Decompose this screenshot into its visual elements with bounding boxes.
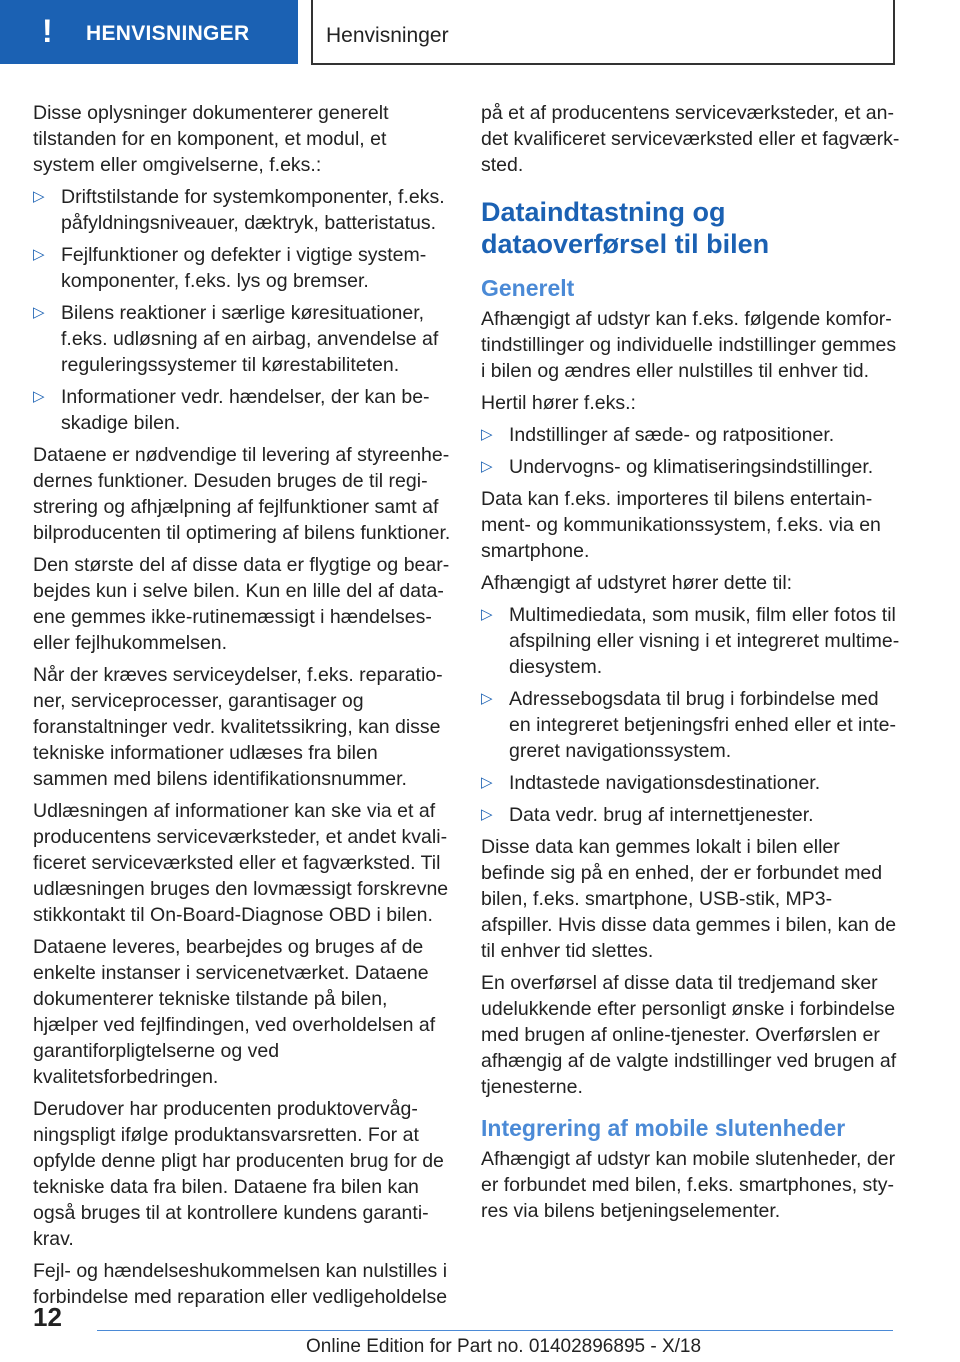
paragraph: Afhængigt af udstyr kan mobile slutenheder, der er forbundet med bilen, f.eks. smartphones, styres via bilens betjeningselementer.: [481, 1148, 896, 1222]
paragraph: Disse data kan gemmes lokalt i bilen eller befinde sig på en enhed, der er forbundet med bilen, f.eks. smartphone, USB-stik, MP3-afspiller. Hvis disse data gemmes i bilen, kan de til enhver tid slettes.: [481, 836, 897, 962]
header-divider-left: [311, 0, 313, 64]
paragraph: Fejl- og hændelseshukommelsen kan nulstilles i forbindelse med reparation eller vedligeholdelse: [33, 1260, 448, 1308]
subsection-heading-generelt: Generelt: [481, 275, 575, 301]
bullet-list: [481, 422, 901, 480]
list-item-text: Bilens reaktioner i særlige køresituationer, f.eks. udløsning af en airbag, anvendelse af reguleringssystemer til kørestabiliteten.: [61, 302, 439, 376]
bullet-list: [481, 602, 901, 828]
list-item-text: Driftstilstande for systemkomponenter, f.eks. påfyldningsniveauer, dæktryk, batteristatus.: [61, 186, 445, 234]
list-item: [33, 242, 451, 294]
paragraph: Disse oplysninger dokumenterer generelt tilstanden for en komponent, et modul, et system eller omgivelserne, f.eks.:: [33, 102, 389, 176]
paragraph: Afhængigt af udstyret hører dette til:: [481, 572, 793, 594]
header-underline: [311, 63, 895, 65]
list-item-text: Informationer vedr. hændelser, der kan beskadige bilen.: [61, 386, 430, 434]
subsection-heading-mobile: Integrering af mobile slutenheder: [481, 1115, 846, 1141]
paragraph: Dataene leveres, bearbejdes og bruges af de enkelte instanser i servicenetværket. Dataene dokumenterer tekniske tilstande på bilen, hjælper ved fejlfindingen, ved overholdelsen af garantiforpligtelserne og ved kvalitetsforbedringen.: [33, 936, 436, 1088]
triangle-bullet-icon: ▷: [481, 806, 493, 823]
paragraph: Dataene er nødvendige til levering af styreenhedernes funktioner. Desuden bruges de til registrering og afhjælpning af fejlfunktioner samt af bilproducenten til optimering af bilens funktioner.: [33, 444, 451, 544]
list-item: [481, 602, 901, 680]
right-column: [481, 100, 901, 1230]
triangle-bullet-icon: ▷: [33, 304, 45, 321]
triangle-bullet-icon: ▷: [33, 246, 45, 263]
list-item-text: Undervogns- og klimatiseringsindstillinger.: [509, 456, 874, 478]
exclamation-icon: !: [42, 13, 53, 49]
header-divider-right: [893, 0, 895, 64]
list-item: [33, 300, 451, 378]
triangle-bullet-icon: ▷: [481, 606, 493, 623]
list-item-text: Fejlfunktioner og defekter i vigtige systemkomponenter, f.eks. lys og bremser.: [61, 244, 427, 292]
list-item: [33, 384, 451, 436]
paragraph: Den største del af disse data er flygtige og bearbejdes kun i selve bilen. Kun en lille del af dataene gemmes ikke-rutinemæssigt i hændelses- eller fejlhukommelsen.: [33, 554, 450, 654]
bullet-list: [33, 184, 451, 436]
triangle-bullet-icon: ▷: [481, 774, 493, 791]
list-item: [481, 454, 901, 480]
list-item-text: Multimediedata, som musik, film eller fotos til afspilning eller visning i et integreret multimediesystem.: [509, 604, 900, 678]
page-section-title: Henvisninger: [326, 24, 449, 47]
paragraph: Når der kræves serviceydelser, f.eks. reparationer, serviceprocesser, garantisager og foranstaltninger vedr. kvalitetssikring, kan disse tekniske informationer udlæses fra bilen sammen med bilens identifikationsnummer.: [33, 664, 443, 790]
list-item: [481, 686, 901, 764]
triangle-bullet-icon: ▷: [481, 458, 493, 475]
triangle-bullet-icon: ▷: [33, 188, 45, 205]
paragraph: Derudover har producenten produktovervågningspligt ifølge produktansvarsretten. For at opfylde denne pligt har producenten brug for de tekniske data fra bilen. Dataene fra bilen kan også bruges til at kontrollere kundens garantikrav.: [33, 1098, 444, 1250]
list-item: [33, 184, 451, 236]
paragraph: Hertil hører f.eks.:: [481, 392, 636, 414]
footer-edition-text: Online Edition for Part no. 01402896895 - X/18: [306, 1336, 702, 1357]
triangle-bullet-icon: ▷: [481, 426, 493, 443]
section-tab: [0, 0, 298, 64]
page-number: 12: [33, 1302, 62, 1332]
footer-rule: [97, 1330, 893, 1331]
left-column: [33, 100, 451, 1316]
paragraph: Data kan f.eks. importeres til bilens entertainment- og kommunikationssystem, f.eks. via en smartphone.: [481, 488, 881, 562]
list-item-text: Indstillinger af sæde- og ratpositioner.: [509, 424, 835, 446]
list-item-text: Data vedr. brug af internettjenester.: [509, 804, 814, 826]
paragraph: på et af producentens serviceværksteder, et andet kvalificeret serviceværksted eller et fagværksted.: [481, 102, 900, 176]
paragraph: Afhængigt af udstyr kan f.eks. følgende komfortindstillinger og individuelle indstillinger gemmes i bilen og ændres eller nulstilles til enhver tid.: [481, 308, 897, 382]
section-tab-label: HENVISNINGER: [86, 22, 250, 45]
paragraph: Udlæsningen af informationer kan ske via et af producentens serviceværksteder, et andet kvalificeret serviceværksted eller et fagværksted. Til udlæsningen bruges den lovmæssigt forskrevne stikkontakt til On-Board-Diagnose OBD i bilen.: [33, 800, 449, 926]
paragraph: En overførsel af disse data til tredjemand sker udelukkende efter personligt ønske i forbindelse med brugen af online-tjenester. Overførslen er afhængig af de valgte indstillinger ved brugen af tjenesterne.: [481, 972, 897, 1098]
triangle-bullet-icon: ▷: [481, 690, 493, 707]
list-item: [481, 422, 901, 448]
list-item: [481, 802, 901, 828]
list-item: [481, 770, 901, 796]
list-item-text: Adressebogsdata til brug i forbindelse med en integreret betjeningsfri enhed eller et integreret navigationssystem.: [509, 688, 896, 762]
list-item-text: Indtastede navigationsdestinationer.: [509, 772, 821, 794]
triangle-bullet-icon: ▷: [33, 388, 45, 405]
section-heading: Dataindtastning og dataoverførsel til bilen: [481, 197, 770, 259]
